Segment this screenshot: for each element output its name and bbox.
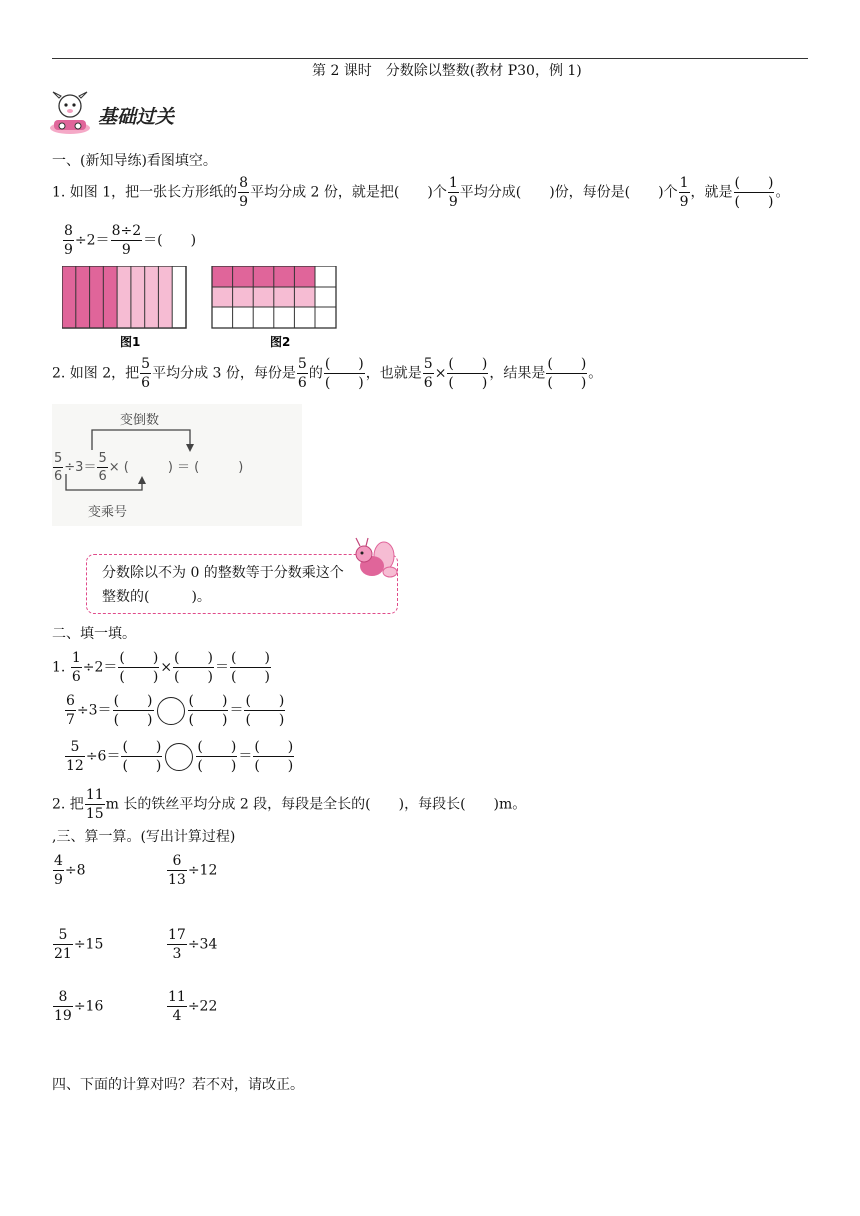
fraction: $\frac{5}{6}$ bbox=[423, 356, 433, 391]
fraction: $\frac{11}{4}$ bbox=[168, 989, 186, 1024]
answer-blank-fraction[interactable]: ( ) ( ) bbox=[448, 356, 488, 391]
fraction: $\frac{5}{12}$ bbox=[66, 739, 84, 774]
section-1-title: 一、(新知导练)看图填空。 bbox=[52, 153, 217, 169]
section-badge bbox=[48, 90, 182, 139]
q1-text-c: 平均分成( )份，每份是( )个 bbox=[459, 184, 678, 201]
q2-text-b: 平均分成 3 份，每份是 bbox=[152, 365, 296, 382]
fraction: $\frac{8}{19}$ bbox=[54, 989, 72, 1024]
times-sign: × bbox=[434, 365, 447, 382]
times-sign: × bbox=[160, 659, 173, 676]
fill-q2 bbox=[52, 788, 526, 821]
calc-item bbox=[52, 854, 86, 887]
diagram-answer-blanks[interactable]: × ( ) ＝ ( ) bbox=[108, 460, 244, 475]
q2-text-a: 2. 如图 2，把 bbox=[52, 365, 140, 382]
fraction: $\frac{8}{9}$ bbox=[64, 223, 73, 258]
fraction: $\frac{11}{15}$ bbox=[85, 787, 104, 822]
row-op: ÷2＝ bbox=[82, 659, 118, 676]
item-number: 1. bbox=[52, 659, 66, 676]
figure-2-caption: 图2 bbox=[270, 335, 291, 349]
fraction: $\frac{5}{6}$ bbox=[141, 356, 151, 391]
section-3-title: ,三、算一算。(写出计算过程) bbox=[52, 829, 236, 845]
row-op: ÷3＝ bbox=[76, 702, 112, 719]
fraction: $\frac{5}{6}$ bbox=[98, 451, 107, 484]
goat-mascot-icon bbox=[48, 90, 182, 136]
answer-blank-fraction[interactable]: ( ) ( ) bbox=[254, 739, 294, 774]
fill-row-1 bbox=[52, 651, 272, 684]
equation-answer-blank[interactable]: ＝( ) bbox=[143, 232, 197, 249]
rule-line-2[interactable]: 整数的( )。 bbox=[102, 589, 211, 605]
operator-circle-blank[interactable] bbox=[165, 743, 193, 771]
page-title: 第 2 课时 分数除以整数(教材 P30，例 1) bbox=[312, 63, 582, 79]
answer-blank-fraction[interactable]: ( ) ( ) bbox=[197, 739, 237, 774]
answer-blank-fraction[interactable]: ( ) ( ) bbox=[245, 693, 285, 728]
q2-text-b[interactable]: m 长的铁丝平均分成 2 段，每段是全长的( )，每段长( )m。 bbox=[105, 796, 527, 813]
figure-2 bbox=[212, 266, 336, 349]
answer-blank-fraction[interactable]: ( ) ( ) bbox=[324, 356, 364, 391]
answer-blank-fraction[interactable]: ( ) ( ) bbox=[188, 693, 228, 728]
calc-op: ÷34 bbox=[187, 936, 218, 953]
q1-text-a: 1. 如图 1，把一张长方形纸的 bbox=[52, 184, 238, 201]
fraction: $\frac{5}{6}$ bbox=[297, 356, 307, 391]
calc-op: ÷16 bbox=[73, 998, 104, 1015]
operator-circle-blank[interactable] bbox=[157, 697, 185, 725]
equals-sign: ＝ bbox=[229, 702, 244, 719]
fraction: $\frac{6}{13}$ bbox=[168, 853, 186, 888]
rule-line-1: 分数除以不为 0 的整数等于分数乘这个 bbox=[102, 565, 344, 581]
fraction: $\frac{5}{6}$ bbox=[54, 451, 63, 484]
fraction: $\frac{17}{3}$ bbox=[168, 927, 186, 962]
answer-blank-fraction[interactable]: ( ) ( ) bbox=[174, 650, 213, 685]
q1-text-d: ，就是 bbox=[690, 184, 733, 201]
answer-blank-fraction[interactable]: ( ) ( ) bbox=[122, 739, 162, 774]
calc-item bbox=[166, 928, 217, 961]
calc-item bbox=[52, 990, 103, 1023]
q2-line bbox=[52, 357, 602, 390]
equation-op: ÷2＝ bbox=[74, 232, 110, 249]
figures bbox=[62, 266, 352, 350]
fraction: $\frac{1}{9}$ bbox=[679, 175, 689, 210]
section-4-title: 四、下面的计算对吗？若不对，请改正。 bbox=[52, 1077, 304, 1093]
bee-mascot-icon bbox=[352, 536, 402, 582]
answer-blank-fraction[interactable]: ( ) ( ) bbox=[734, 175, 774, 210]
fraction: $\frac{1}{9}$ bbox=[448, 175, 458, 210]
calc-op: ÷12 bbox=[187, 862, 218, 879]
row-op: ÷6＝ bbox=[85, 748, 121, 765]
diagram-bottom-label: 变乘号 bbox=[88, 505, 128, 520]
q2-text-d: ，也就是 bbox=[365, 365, 422, 382]
diagram-equation bbox=[52, 452, 243, 483]
calc-item bbox=[166, 990, 217, 1023]
q1-text-b: 平均分成 2 份，就是把( )个 bbox=[250, 184, 447, 201]
q1-line bbox=[52, 176, 789, 209]
figure-1-caption: 图1 bbox=[120, 335, 141, 349]
answer-blank-fraction[interactable]: ( ) ( ) bbox=[119, 650, 159, 685]
calc-op: ÷22 bbox=[187, 998, 218, 1015]
fraction: $\frac{8}{9}$ bbox=[239, 175, 249, 210]
answer-blank-fraction[interactable]: ( ) ( ) bbox=[547, 356, 587, 391]
answer-blank-fraction[interactable]: ( ) ( ) bbox=[113, 693, 153, 728]
q2-text-c: 的 bbox=[308, 365, 323, 382]
q2-text-f: ，结果是 bbox=[489, 365, 546, 382]
q1-equation bbox=[62, 224, 196, 257]
calc-op: ÷8 bbox=[64, 862, 86, 879]
fill-row-3 bbox=[64, 740, 295, 773]
diagram-top-label: 变倒数 bbox=[120, 413, 160, 428]
period: 。 bbox=[775, 184, 790, 201]
equals-sign: ＝ bbox=[214, 659, 229, 676]
fraction: $\frac{1}{6}$ bbox=[71, 650, 81, 685]
fraction: $\frac{4}{9}$ bbox=[54, 853, 63, 888]
calc-op: ÷15 bbox=[73, 936, 104, 953]
reciprocal-diagram bbox=[52, 404, 302, 526]
badge-text: 基础过关 bbox=[98, 106, 175, 128]
answer-blank-fraction[interactable]: ( ) ( ) bbox=[230, 650, 270, 685]
equals-sign: ＝ bbox=[238, 748, 253, 765]
section-2-title: 二、填一填。 bbox=[52, 626, 136, 642]
header-rule bbox=[52, 58, 808, 59]
period: 。 bbox=[588, 365, 603, 382]
q2-text-a: 2. 把 bbox=[52, 796, 84, 813]
fraction: $\frac{6}{7}$ bbox=[66, 693, 75, 728]
calc-item bbox=[166, 854, 217, 887]
figure-1 bbox=[62, 266, 186, 349]
calc-item bbox=[52, 928, 103, 961]
diagram-op: ÷3＝ bbox=[64, 460, 97, 475]
fraction: $\frac{8\div 2}{9}$ bbox=[111, 223, 142, 258]
fraction: $\frac{5}{21}$ bbox=[54, 927, 72, 962]
fill-row-2 bbox=[64, 694, 286, 727]
